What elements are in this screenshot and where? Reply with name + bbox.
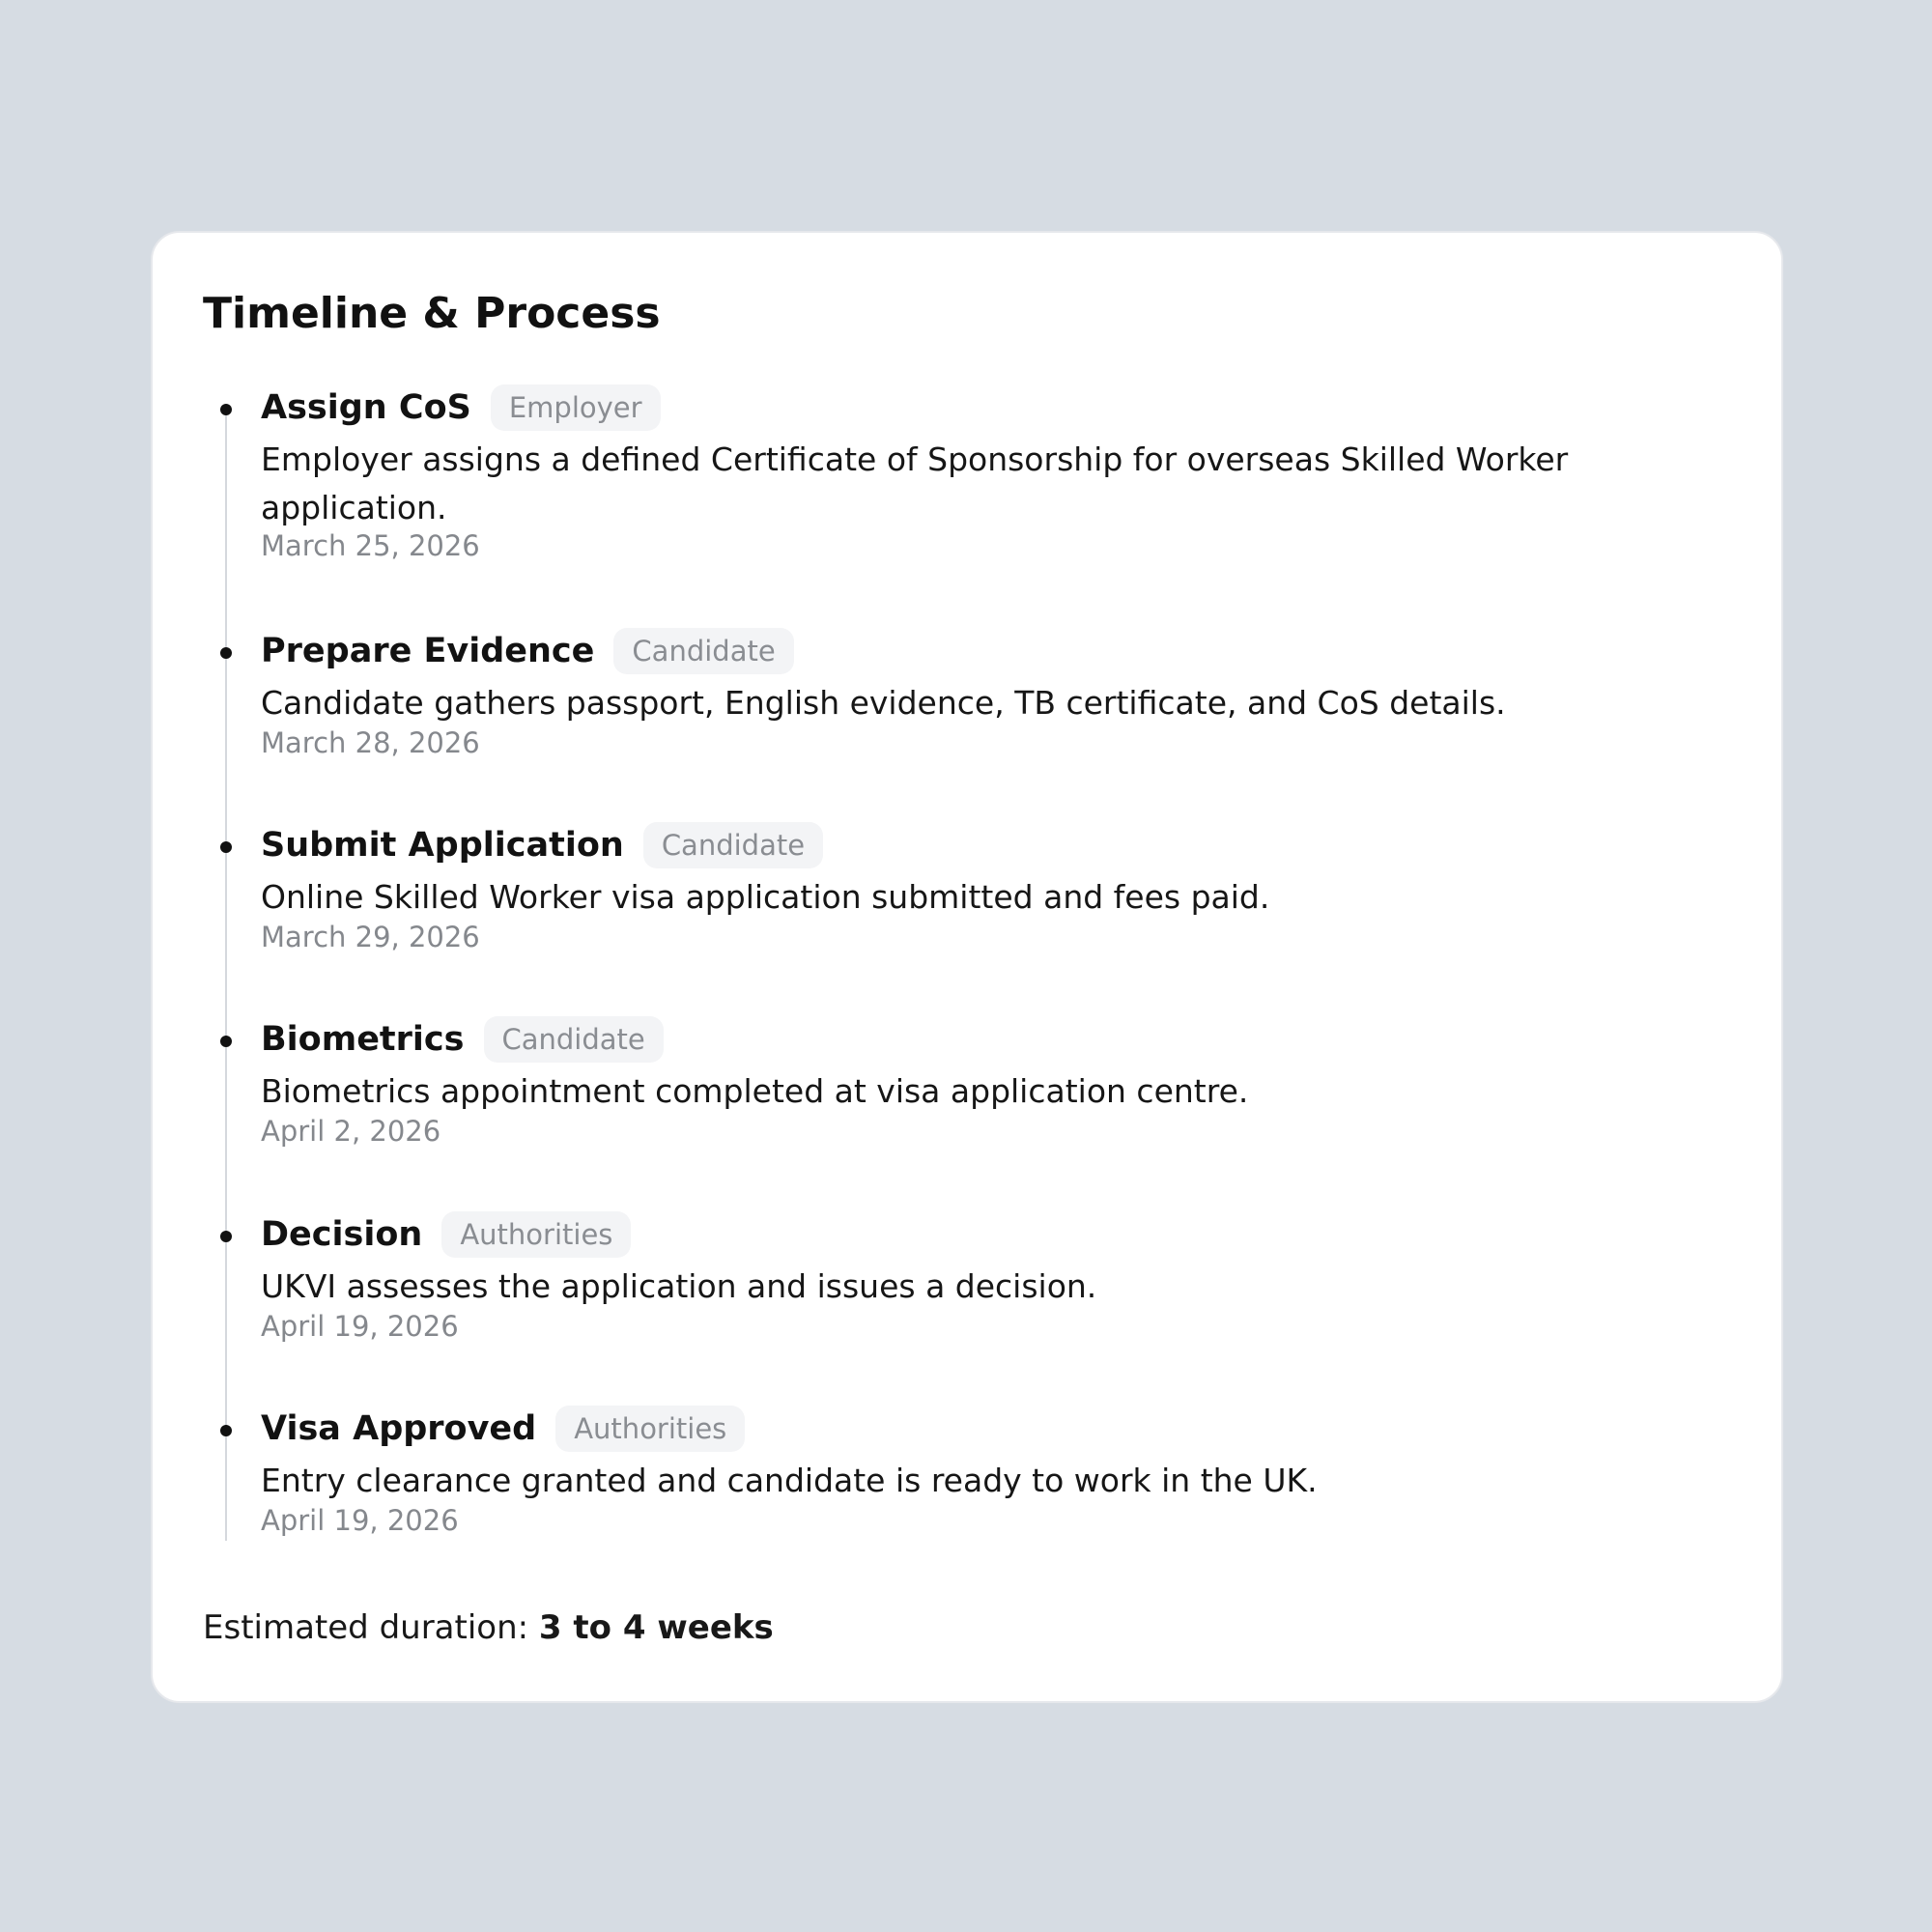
step-description: UKVI assesses the application and issues a decision. [261, 1267, 1097, 1305]
duration-label: Estimated duration: [203, 1608, 539, 1647]
step-description: Biometrics appointment completed at visa application centre. [261, 1072, 1249, 1110]
role-badge: Employer [491, 384, 661, 431]
bullet-dot-icon [220, 1036, 232, 1047]
timeline-list [203, 384, 1710, 1539]
step-title: Biometrics [261, 1020, 465, 1059]
step-date: March 25, 2026 [261, 529, 480, 562]
step-date: March 28, 2026 [261, 726, 480, 759]
duration-value: 3 to 4 weeks [538, 1608, 774, 1647]
role-badge: Candidate [643, 822, 823, 868]
step-title: Assign CoS [261, 388, 471, 427]
role-badge: Authorities [441, 1211, 631, 1258]
step-description: Online Skilled Worker visa application submitted and fees paid. [261, 878, 1270, 916]
bullet-dot-icon [220, 404, 232, 415]
card-title: Timeline & Process [203, 289, 661, 338]
timeline-connector-line [225, 405, 227, 1541]
timeline-card [151, 231, 1783, 1703]
role-badge: Candidate [613, 628, 793, 674]
role-badge: Candidate [484, 1016, 664, 1063]
estimated-duration [203, 1608, 774, 1647]
step-title: Decision [261, 1215, 423, 1254]
step-header [261, 821, 823, 869]
step-header [261, 1210, 631, 1259]
step-title: Visa Approved [261, 1409, 537, 1448]
step-description: Entry clearance granted and candidate is ready to work in the UK. [261, 1462, 1318, 1499]
step-date: March 29, 2026 [261, 921, 480, 953]
step-header [261, 627, 794, 675]
step-date: April 2, 2026 [261, 1115, 441, 1148]
step-header [261, 384, 661, 432]
bullet-dot-icon [220, 1231, 232, 1242]
role-badge: Authorities [555, 1406, 745, 1452]
step-title: Submit Application [261, 826, 624, 865]
step-date: April 19, 2026 [261, 1504, 459, 1537]
bullet-dot-icon [220, 841, 232, 853]
step-description: Employer assigns a defined Certificate of Sponsorship for overseas Skilled Worker application. [261, 440, 1569, 526]
step-header [261, 1405, 745, 1453]
step-description: Candidate gathers passport, English evidence, TB certificate, and CoS details. [261, 684, 1506, 722]
bullet-dot-icon [220, 647, 232, 659]
step-header [261, 1015, 664, 1064]
bullet-dot-icon [220, 1425, 232, 1436]
step-date: April 19, 2026 [261, 1310, 459, 1343]
step-title: Prepare Evidence [261, 632, 595, 670]
